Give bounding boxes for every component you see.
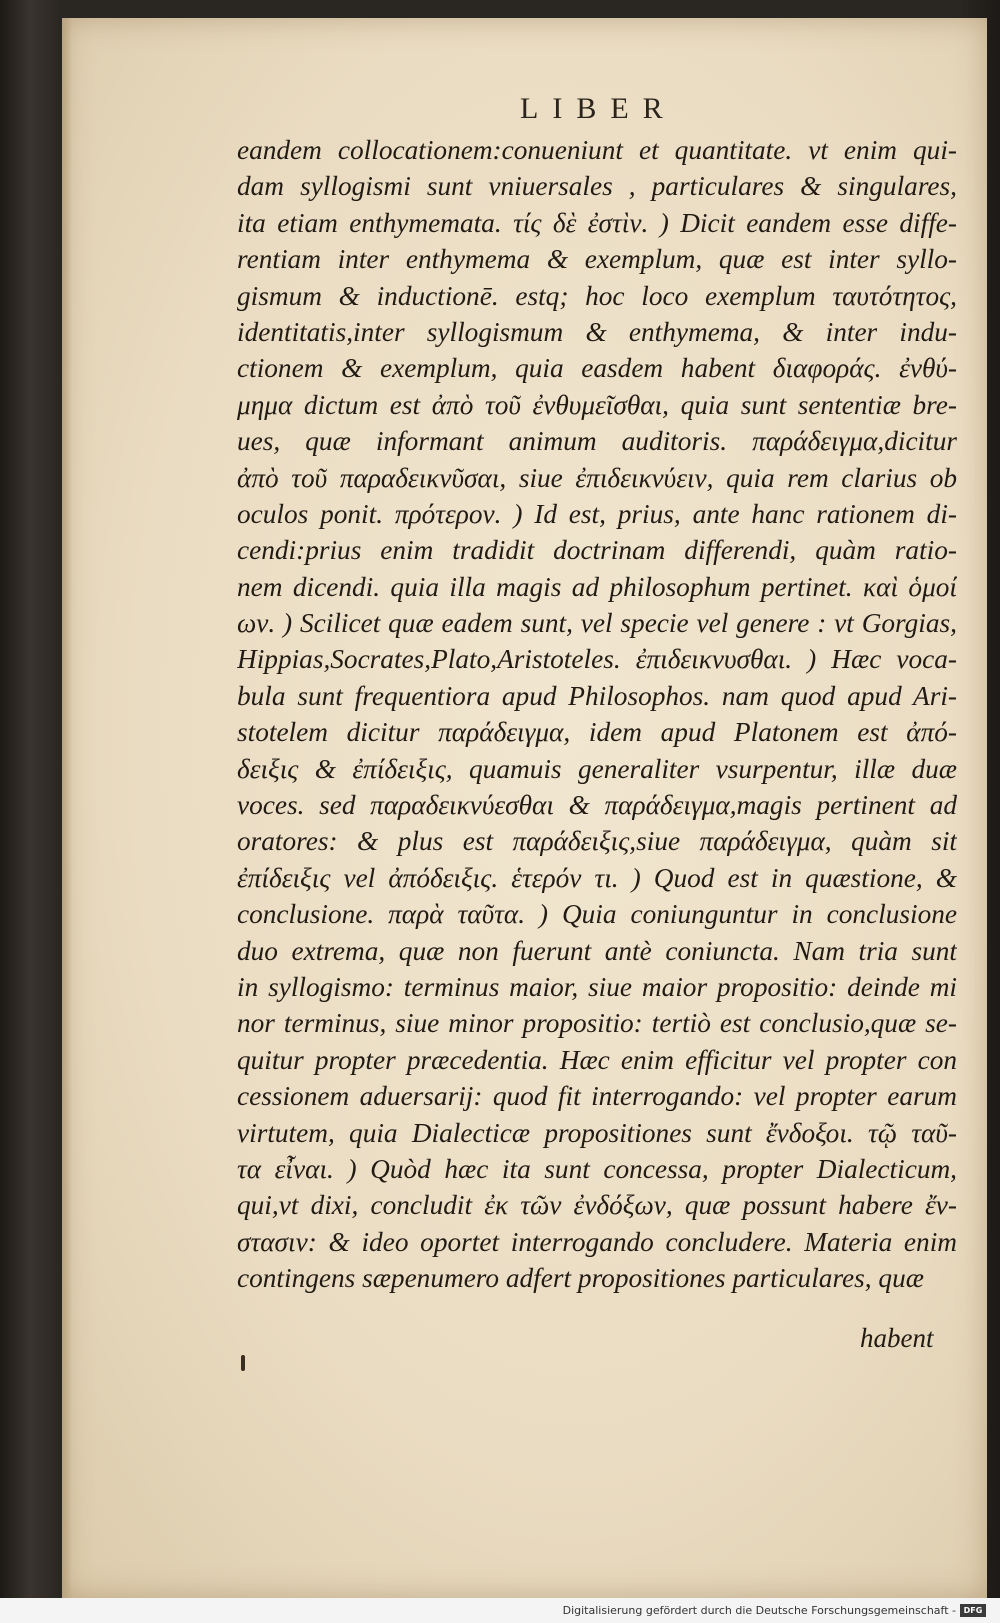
text-line: ctionem & exemplum, quia easdem habent διαφοράς. ἐνθύ- xyxy=(237,353,957,384)
text-line: in syllogismo: terminus maior, siue maior propositio: deinde mi xyxy=(237,971,957,1002)
body-text xyxy=(237,132,957,1297)
text-line: στασιν: & ideo oportet interrogando concludere. Materia enim xyxy=(237,1226,957,1257)
text-line: oculos ponit. πρότερον. ) Id est, prius, ante hanc rationem di- xyxy=(237,498,957,529)
funding-credit: Digitalisierung gefördert durch die Deutsche Forschungsgemeinschaft - xyxy=(562,1604,956,1617)
text-line: qui,vt dixi, concludit ἐκ τῶν ἐνδόξων, quæ possunt habere ἔν- xyxy=(237,1190,957,1221)
text-line: virtutem, quia Dialecticæ propositiones sunt ἔνδοξοι. τῷ ταῦ- xyxy=(237,1117,957,1148)
dfg-logo: DFG xyxy=(960,1604,986,1617)
catchword: habent xyxy=(860,1323,934,1353)
text-line: quitur propter præcedentia. Hæc enim efficitur vel propter con xyxy=(237,1044,957,1075)
text-line: ἐπίδειξις vel ἀπόδειξις. ἑτερόν τι. ) Quod est in quæstione, & xyxy=(237,862,957,893)
ink-mark xyxy=(241,1355,245,1371)
text-line: ues, quæ informant animum auditoris. παράδειγμα,dicitur xyxy=(237,426,957,457)
text-line: identitatis,inter syllogismum & enthymema, & inter indu- xyxy=(237,316,957,347)
text-line: nor terminus, siue minor propositio: tertiò est conclusio,quæ se- xyxy=(237,1008,957,1039)
text-line: rentiam inter enthymema & exemplum, quæ est inter syllo- xyxy=(237,244,957,275)
text-line: contingens sæpenumero adfert propositiones particulares, quæ xyxy=(237,1263,924,1294)
text-line: nem dicendi. quia illa magis ad philosophum pertinet. καὶ ὁμοί xyxy=(237,571,957,602)
page-gutter-shadow xyxy=(62,18,72,1598)
running-head: LIBER xyxy=(520,92,677,125)
text-line: ων. ) Scilicet quæ eadem sunt, vel specie vel genere : vt Gorgias, xyxy=(237,608,957,639)
text-line: duo extrema, quæ non fuerunt antè coniuncta. Nam tria sunt xyxy=(237,935,957,966)
text-line: μημα dictum est ἀπὸ τοῦ ἐνθυμεῖσθαι, quia sunt sententiæ bre- xyxy=(237,389,957,420)
text-line: voces. sed παραδεικνύεσθαι & παράδειγμα,magis pertinent ad xyxy=(237,790,957,821)
text-line: bula sunt frequentiora apud Philosophos. nam quod apud Ari- xyxy=(237,680,957,711)
text-line: oratores: & plus est παράδειξις,siue παράδειγμα, quàm sit xyxy=(237,826,957,857)
text-line: ἀπὸ τοῦ παραδεικνῦσαι, siue ἐπιδεικνύειν, quia rem clarius ob xyxy=(237,462,957,493)
text-line: Hippias,Socrates,Plato,Aristoteles. ἐπιδεικνυσθαι. ) Hæc voca- xyxy=(237,644,957,675)
text-line: stotelem dicitur παράδειγμα, idem apud Platonem est ἀπό- xyxy=(237,717,957,748)
text-line: cendi:prius enim tradidit doctrinam differendi, quàm ratio- xyxy=(237,535,957,566)
text-line: ita etiam enthymemata. τίς δὲ ἐστὶν. ) Dicit eandem esse diffe- xyxy=(237,207,957,238)
text-line: gismum & inductionē. estq; hoc loco exemplum ταυτότητος, xyxy=(237,280,957,311)
text-line: dam syllogismi sunt vniuersales , particulares & singulares, xyxy=(237,171,957,202)
text-line: δειξις & ἐπίδειξις, quamuis generaliter vsurpentur, illæ duæ xyxy=(237,753,957,784)
text-line: conclusione. παρὰ ταῦτα. ) Quia coniunguntur in conclusione xyxy=(237,899,957,930)
text-line: eandem collocationem:conueniunt et quantitate. vt enim qui- xyxy=(237,135,957,165)
text-line: cessionem aduersarij: quod fit interrogando: vel propter earum xyxy=(237,1081,957,1112)
text-line: τα εἶναι. ) Quòd hæc ita sunt concessa, propter Dialecticum, xyxy=(237,1153,957,1184)
